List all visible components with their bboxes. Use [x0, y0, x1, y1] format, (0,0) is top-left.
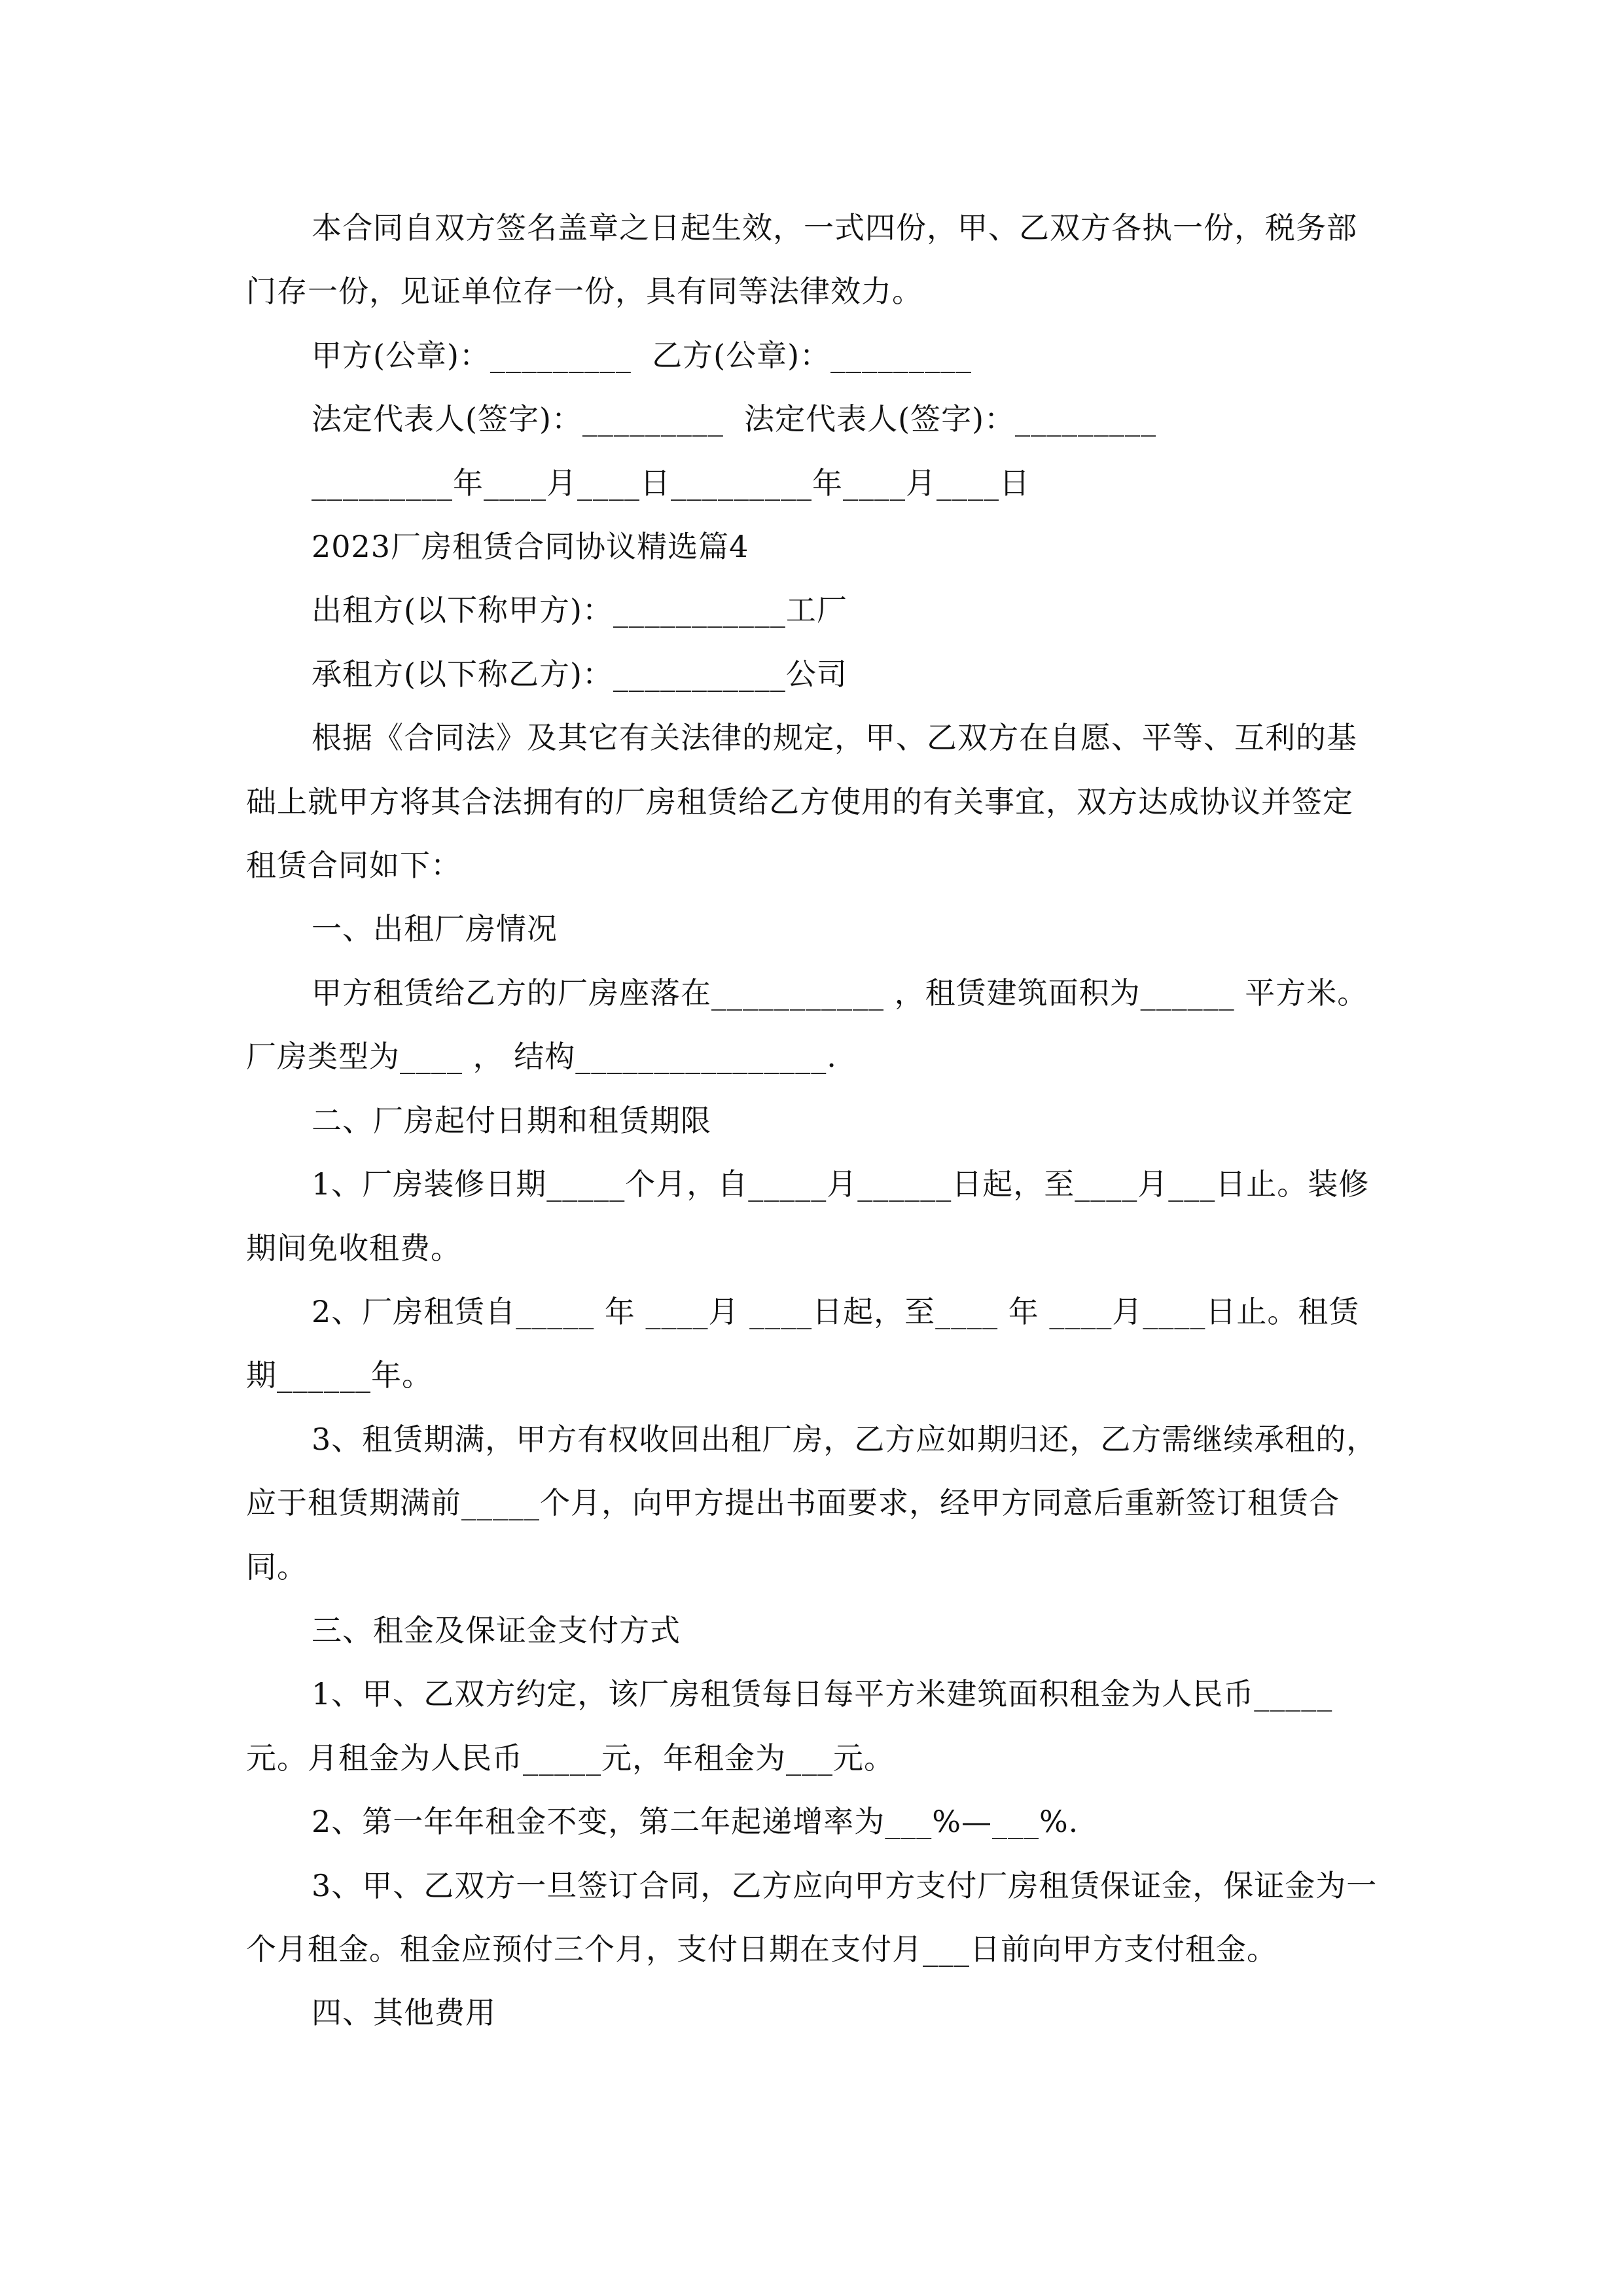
clause-3-2: 2、第一年年租金不变，第二年起递增率为___%—___%.	[312, 1804, 1079, 1840]
clause-1: 甲方租赁给乙方的厂房座落在___________ ，租赁建筑面积为______ 平方米。厂房类型为____ ， 结构________________.	[246, 975, 1368, 1075]
date-line: _________年____月____日_________年____月____日	[312, 465, 1030, 501]
heading-2: 二、厂房起付日期和租赁期限	[312, 1102, 711, 1138]
clause-2-3: 3、租赁期满，甲方有权收回出租厂房，乙方应如期归还，乙方需继续承租的，应于租赁期满前_____个月，向甲方提出书面要求，经甲方同意后重新签订租赁合同。	[246, 1421, 1378, 1585]
clause-3-1: 1、甲、乙双方约定，该厂房租赁每日每平方米建筑面积租金为人民币_____元。月租金为人民币_____元，年租金为___元。	[246, 1676, 1333, 1776]
seal-line: 甲方(公章)：_________ 乙方(公章)：_________	[312, 337, 972, 373]
representative-line: 法定代表人(签字)：_________ 法定代表人(签字)：_________	[312, 401, 1157, 437]
effective-clause: 本合同自双方签名盖章之日起生效，一式四份，甲、乙双方各执一份，税务部门存一份，见证单位存一份，具有同等法律效力。	[246, 210, 1357, 310]
heading-1: 一、出租厂房情况	[312, 911, 558, 947]
clause-2-2: 2、厂房租赁自_____ 年 ____月 ____日起，至____ 年 ____月____日止。租赁期______年。	[246, 1293, 1360, 1393]
clause-3-3: 3、甲、乙双方一旦签订合同，乙方应向甲方支付厂房租赁保证金，保证金为一个月租金。租金应预付三个月，支付日期在支付月___日前向甲方支付租金。	[246, 1867, 1378, 1967]
heading-3: 三、租金及保证金支付方式	[312, 1612, 681, 1648]
lessor-line: 出租方(以下称甲方)：___________工厂	[312, 592, 847, 628]
document-body	[246, 196, 1382, 2045]
clause-2-1: 1、厂房装修日期_____个月，自_____月______日起，至____月___日止。装修期间免收租费。	[246, 1166, 1370, 1266]
section-title: 2023厂房租赁合同协议精选篇4	[312, 529, 749, 565]
heading-4: 四、其他费用	[312, 1995, 496, 2031]
lessee-line: 承租方(以下称乙方)：___________公司	[312, 656, 847, 692]
intro-paragraph: 根据《合同法》及其它有关法律的规定，甲、乙双方在自愿、平等、互利的基础上就甲方将其合法拥有的厂房租赁给乙方使用的有关事宜，双方达成协议并签定租赁合同如下：	[246, 720, 1357, 884]
